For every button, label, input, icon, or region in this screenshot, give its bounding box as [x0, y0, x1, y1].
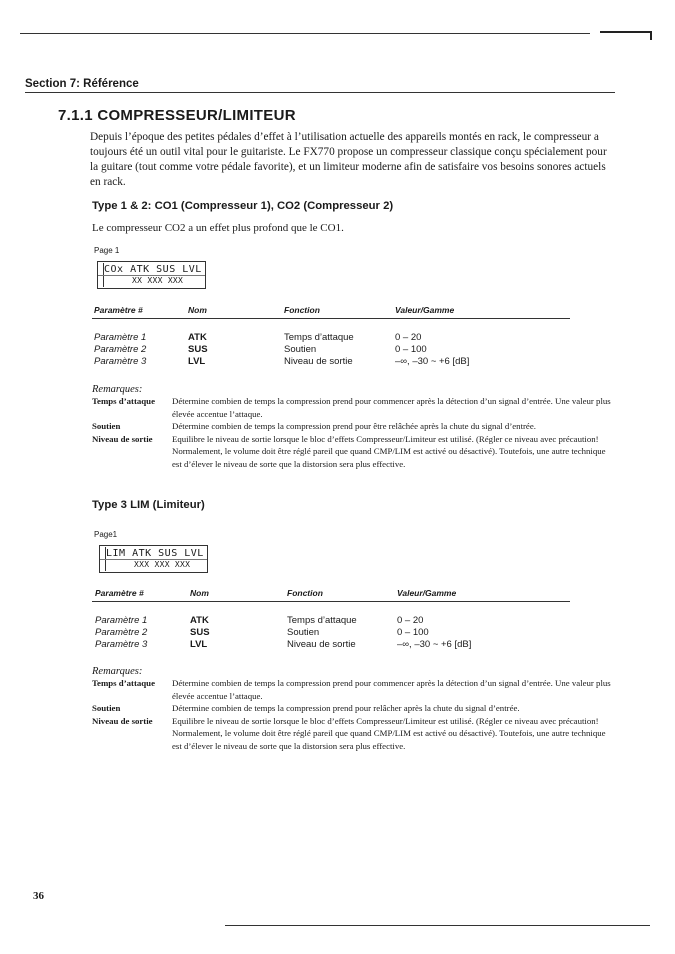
table-row-fonction: Temps d’attaque [287, 615, 357, 626]
table-row-fonction: Soutien [287, 627, 320, 638]
note-value: Détermine combien de temps la compression prend pour relâcher après la chute du signal d’entrée. [172, 703, 520, 713]
lcd-line1: COx ATK SUS LVL [104, 264, 202, 275]
table-row-fonction: Soutien [284, 344, 317, 355]
page-heading: 7.1.1 COMPRESSEUR/LIMITEUR [58, 107, 296, 124]
note-key: Soutien [92, 703, 121, 713]
type3-th-valeur: Valeur/Gamme [397, 588, 457, 598]
intro-paragraph: Depuis l’époque des petites pédales d’effet à l’utilisation actuelle des appareils montés en rack, le compresseur a toujours été un outil vital pour le guitariste. Le FX770 propose un compresseur classique conçu spécialement pour la guitare (tout comme votre pédale favorite), et un limiteur moderne afin de satisfaire vos besoins sonores actuels en rack. [90, 131, 607, 188]
page-number: 36 [33, 890, 44, 902]
note-key: Soutien [92, 421, 121, 431]
table-row-param: Paramètre 1 [95, 615, 148, 626]
lcd-line2: XX XXX XXX [132, 276, 184, 285]
note-sustain [92, 420, 612, 433]
table-row-valeur: 0 – 20 [395, 332, 422, 343]
table-row-valeur: 0 – 100 [397, 627, 429, 638]
type12-th-valeur: Valeur/Gamme [395, 305, 455, 315]
table-row-valeur: –∞, –30 ~ +6 [dB] [395, 356, 470, 367]
note-value: Equilibre le niveau de sortie lorsque le bloc d’effets Compresseur/Limiteur est utilisé. (Régler ce niveau avec précaution! Normalement, le volume doit être réglé pareil que quand CMP/LIM est activé ou désactivé). Toutefois, une autre technique est d’élever le niveau de sorte que la distorsion sera plus effective. [172, 433, 606, 469]
type12-lcd-display [97, 261, 206, 289]
note-attack [92, 395, 612, 420]
note-key: Temps d’attaque [92, 678, 155, 688]
note-value: Equilibre le niveau de sortie lorsque le bloc d’effets Compresseur/Limiteur est utilisé. (Régler ce niveau avec précaution! Normalement, le volume doit être réglé pareil que quand CMP/LIM est activé ou désactivé). Toutefois, une autre technique est d’élever le niveau de sorte que la distorsion sera plus effective. [172, 715, 606, 751]
type3-table-rule [92, 601, 570, 602]
note-key: Temps d’attaque [92, 396, 155, 406]
type3-th-fonction: Fonction [287, 588, 323, 598]
note-key: Niveau de sortie [92, 433, 153, 444]
table-row-param: Paramètre 2 [95, 627, 148, 638]
note-value: Détermine combien de temps la compression prend pour être relâchée après la chute du signal d’entrée. [172, 421, 536, 431]
type12-heading: Type 1 & 2: CO1 (Compresseur 1), CO2 (Compresseur 2) [92, 200, 394, 212]
note-value: Détermine combien de temps la compression prend pour commencer après la détection d’un signal d’entrée. Une valeur plus élevée accentue l’attaque. [172, 678, 611, 701]
top-rule-hook [600, 31, 652, 33]
note-sustain [92, 702, 612, 715]
table-row-param: Paramètre 1 [94, 332, 147, 343]
table-row-nom: LVL [188, 356, 206, 367]
note-level [92, 715, 612, 753]
table-row-param: Paramètre 2 [94, 344, 147, 355]
table-row-nom: LVL [190, 639, 208, 650]
table-row-nom: SUS [190, 627, 210, 638]
note-key: Niveau de sortie [92, 715, 153, 726]
note-attack [92, 677, 612, 702]
type12-th-nom: Nom [188, 305, 207, 315]
section-label: Section 7: Référence [25, 78, 139, 90]
type12-remarques: Remarques: [92, 384, 143, 395]
type12-th-param: Paramètre # [94, 305, 143, 315]
type3-lcd-display [99, 545, 208, 573]
type12-notes [92, 395, 612, 470]
type3-notes [92, 677, 612, 752]
section-rule [25, 92, 615, 93]
table-row-nom: SUS [188, 344, 208, 355]
type3-th-nom: Nom [190, 588, 209, 598]
note-value: Détermine combien de temps la compression prend pour commencer après la détection d’un signal d’entrée. Une valeur plus élevée accentue l’attaque. [172, 396, 611, 419]
type3-heading: Type 3 LIM (Limiteur) [92, 499, 205, 511]
table-row-nom: ATK [190, 615, 209, 626]
type12-table-rule [92, 318, 570, 319]
table-row-valeur: 0 – 20 [397, 615, 424, 626]
table-row-fonction: Temps d’attaque [284, 332, 354, 343]
bottom-rule [225, 925, 650, 926]
table-row-fonction: Niveau de sortie [284, 356, 353, 367]
type3-remarques: Remarques: [92, 666, 143, 677]
lcd-line1: LIM ATK SUS LVL [106, 548, 204, 559]
type12-th-fonction: Fonction [284, 305, 320, 315]
table-row-valeur: –∞, –30 ~ +6 [dB] [397, 639, 472, 650]
top-rule [20, 33, 590, 34]
table-row-param: Paramètre 3 [94, 356, 147, 367]
table-row-param: Paramètre 3 [95, 639, 148, 650]
note-level [92, 433, 612, 471]
type3-th-param: Paramètre # [95, 588, 144, 598]
lcd-line2: XXX XXX XXX [134, 560, 191, 569]
type12-description: Le compresseur CO2 a un effet plus profond que le CO1. [92, 222, 344, 234]
table-row-fonction: Niveau de sortie [287, 639, 356, 650]
table-row-valeur: 0 – 100 [395, 344, 427, 355]
type3-page-label: Page1 [94, 530, 118, 539]
table-row-nom: ATK [188, 332, 207, 343]
type12-page-label: Page 1 [94, 246, 120, 255]
